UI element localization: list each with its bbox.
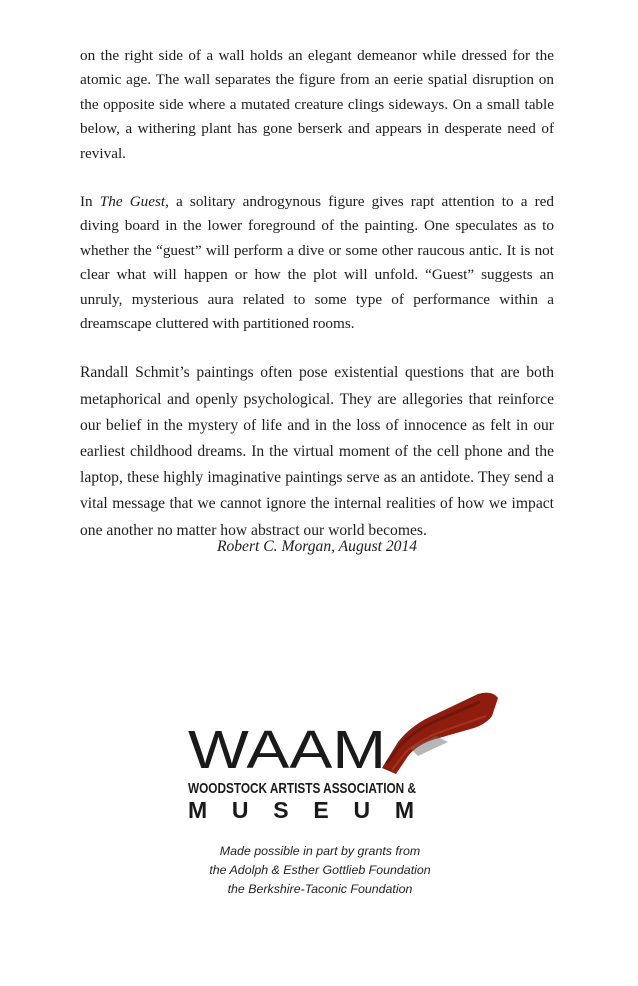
logo-wordmark: WAAM xyxy=(188,720,386,780)
waam-logo xyxy=(186,690,506,830)
logo-line-1: WOODSTOCK ARTISTS ASSOCIATION & xyxy=(188,780,417,797)
grant-credits xyxy=(120,842,520,899)
painting-title: The Guest xyxy=(99,193,166,211)
credits-line-2: the Adolph & Esther Gottlieb Foundation xyxy=(209,863,431,877)
brush-stroke-mark xyxy=(382,693,498,774)
paragraph-2-prefix: In xyxy=(80,193,100,211)
essay-paragraph-2 xyxy=(80,190,554,336)
logo-line-2: M U S E U M xyxy=(188,797,414,823)
essay-body xyxy=(80,44,554,568)
essay-paragraph-1: on the right side of a wall holds an elegant demeanor while dressed for the atomic age. The wall separates the figure from an eerie spatial disruption on the opposite side where a mutated creature clings sideways. On a small table below, a withering plant has gone berserk and appears in desperate need of revival. xyxy=(80,47,554,162)
credits-line-3: the Berkshire-Taconic Foundation xyxy=(227,882,413,896)
author-signature: Robert C. Morgan, August 2014 xyxy=(216,538,418,555)
credits-line-1: Made possible in part by grants from xyxy=(219,844,421,858)
essay-paragraph-3: Randall Schmit’s paintings often pose existential questions that are both metaphorical and openly psychological. They are allegories that reinforce our belief in the mystery of life and in the loss of innocence as felt in our earliest childhood dreams. In the virtual moment of the cell phone and the laptop, these highly imaginative paintings serve as an antidote. They send a vital message that we cannot ignore the internal realities of how we impact one another no matter how abstract our world becomes. xyxy=(80,364,554,539)
waam-logo-graphic xyxy=(186,690,506,830)
paragraph-2-rest: , a solitary androgynous figure gives rapt attention to a red diving board in the lower foreground of the painting. One speculates as to whether the “guest” will perform a dive or some other raucous antic. It is not clear what will happen or how the plot will unfold. “Guest” suggests an unruly, mysterious aura related to some type of performance within a dreamscape cluttered with partitioned rooms. xyxy=(80,193,554,333)
